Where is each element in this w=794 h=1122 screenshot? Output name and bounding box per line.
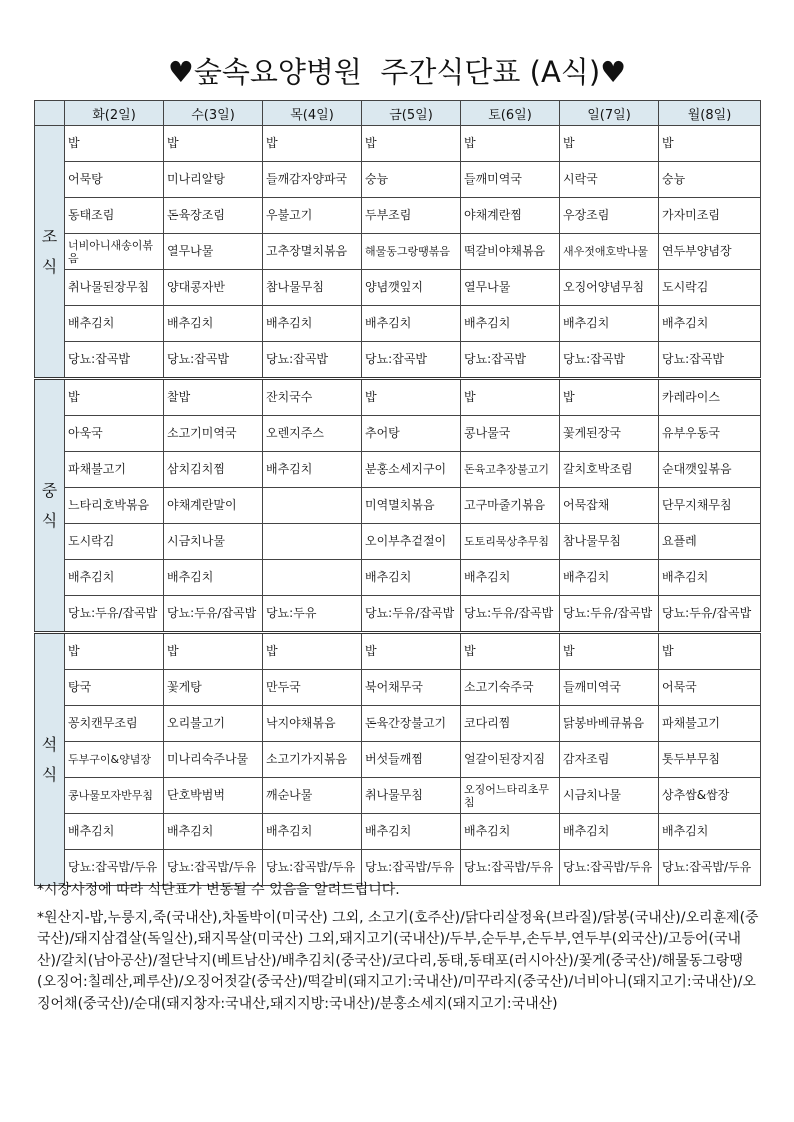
dish-cell: 당뇨:두유/잡곡밥 — [461, 596, 560, 633]
notes-section — [37, 880, 759, 1021]
dish-cell: 밥 — [362, 126, 461, 162]
dish-cell: 갈치호박조림 — [560, 452, 659, 488]
dish-cell: 잔치국수 — [263, 379, 362, 416]
lunch-row — [35, 524, 761, 560]
dish-cell: 배추김치 — [659, 306, 761, 342]
lunch-row — [35, 452, 761, 488]
dinner-row — [35, 742, 761, 778]
dish-cell: 분홍소세지구이 — [362, 452, 461, 488]
dish-cell: 당뇨:두유/잡곡밥 — [164, 596, 263, 633]
header-corner — [35, 101, 65, 126]
dish-cell: 숭늉 — [659, 162, 761, 198]
meal-label-char: 조 — [41, 226, 58, 246]
dish-cell: 밥 — [560, 633, 659, 670]
day-header: 금(5일) — [362, 101, 461, 126]
dish-cell: 취나물무침 — [362, 778, 461, 814]
dish-cell: 당뇨:잡곡밥 — [659, 342, 761, 379]
day-header: 화(2일) — [65, 101, 164, 126]
dish-cell: 당뇨:잡곡밥/두유 — [65, 850, 164, 886]
dish-cell: 밥 — [65, 633, 164, 670]
dish-cell: 떡갈비야채볶음 — [461, 234, 560, 270]
dish-cell: 어묵탕 — [65, 162, 164, 198]
dish-cell: 배추김치 — [461, 306, 560, 342]
dish-cell: 도시락김 — [659, 270, 761, 306]
dish-cell: 당뇨:잡곡밥/두유 — [164, 850, 263, 886]
dish-cell: 상추쌈&쌈장 — [659, 778, 761, 814]
dish-cell: 배추김치 — [560, 306, 659, 342]
dish-cell: 당뇨:잡곡밥 — [164, 342, 263, 379]
dinner-row — [35, 633, 761, 670]
dish-cell: 콩나물모자반무침 — [65, 778, 164, 814]
dish-cell: 밥 — [659, 126, 761, 162]
dish-cell: 연두부양념장 — [659, 234, 761, 270]
dish-cell: 가자미조림 — [659, 198, 761, 234]
dish-cell: 참나물무침 — [263, 270, 362, 306]
dish-cell: 우장조림 — [560, 198, 659, 234]
dish-cell: 배추김치 — [263, 814, 362, 850]
day-header: 월(8일) — [659, 101, 761, 126]
meal-label-char: 식 — [41, 256, 58, 276]
dish-cell: 참나물무침 — [560, 524, 659, 560]
dish-cell: 시락국 — [560, 162, 659, 198]
dish-cell: 당뇨:두유/잡곡밥 — [65, 596, 164, 633]
dish-cell: 요플레 — [659, 524, 761, 560]
note-schedule-change: *시장사정에 따라 식단표가 변동될 수 있음을 알려드립니다. — [37, 882, 400, 898]
dish-cell: 밥 — [560, 379, 659, 416]
lunch-row — [35, 596, 761, 633]
dish-cell: 꽃게된장국 — [560, 416, 659, 452]
dish-cell: 야채계란찜 — [461, 198, 560, 234]
dish-cell: 우불고기 — [263, 198, 362, 234]
dish-cell: 소고기미역국 — [164, 416, 263, 452]
dinner-row — [35, 778, 761, 814]
dish-cell: 당뇨:두유 — [263, 596, 362, 633]
lunch-label — [35, 379, 65, 633]
dish-cell: 느타리호박볶음 — [65, 488, 164, 524]
dish-cell: 들깨미역국 — [461, 162, 560, 198]
dish-cell: 당뇨:잡곡밥 — [560, 342, 659, 379]
lunch-row — [35, 379, 761, 416]
dish-cell: 양념깻잎지 — [362, 270, 461, 306]
dish-cell: 밥 — [164, 633, 263, 670]
dish-cell: 꽁치캔무조림 — [65, 706, 164, 742]
dish-cell: 배추김치 — [461, 560, 560, 596]
dish-cell: 깨순나물 — [263, 778, 362, 814]
day-header: 일(7일) — [560, 101, 659, 126]
day-header: 토(6일) — [461, 101, 560, 126]
dish-cell: 밥 — [65, 126, 164, 162]
dish-cell: 두부조림 — [362, 198, 461, 234]
dish-cell: 당뇨:잡곡밥/두유 — [362, 850, 461, 886]
dish-cell: 순대깻잎볶음 — [659, 452, 761, 488]
dish-cell: 오이부추겉절이 — [362, 524, 461, 560]
dish-cell: 취나물된장무침 — [65, 270, 164, 306]
dish-cell: 밥 — [362, 379, 461, 416]
day-header-row — [35, 101, 761, 126]
dish-cell: 밥 — [263, 633, 362, 670]
lunch-row — [35, 560, 761, 596]
menu-body — [35, 126, 761, 886]
dish-cell: 배추김치 — [659, 814, 761, 850]
dish-cell: 카레라이스 — [659, 379, 761, 416]
dish-cell: 배추김치 — [560, 560, 659, 596]
dish-cell: 톳두부무침 — [659, 742, 761, 778]
breakfast-row — [35, 234, 761, 270]
dish-cell: 배추김치 — [164, 306, 263, 342]
dish-cell: 버섯들깨찜 — [362, 742, 461, 778]
dish-cell: 유부우동국 — [659, 416, 761, 452]
dinner-row — [35, 670, 761, 706]
breakfast-row — [35, 306, 761, 342]
dish-cell: 오징어양념무침 — [560, 270, 659, 306]
dish-cell: 단호박범벅 — [164, 778, 263, 814]
dish-cell: 소고기숙주국 — [461, 670, 560, 706]
dish-cell: 배추김치 — [263, 306, 362, 342]
dish-cell: 밥 — [461, 379, 560, 416]
dish-cell: 오리불고기 — [164, 706, 263, 742]
dish-cell: 파채불고기 — [659, 706, 761, 742]
dish-cell: 밥 — [659, 633, 761, 670]
dinner-row — [35, 814, 761, 850]
dish-cell: 배추김치 — [560, 814, 659, 850]
day-header: 수(3일) — [164, 101, 263, 126]
breakfast-row — [35, 162, 761, 198]
dish-cell: 들깨감자양파국 — [263, 162, 362, 198]
meal-label-char: 식 — [41, 764, 58, 784]
dish-cell: 시금치나물 — [560, 778, 659, 814]
dish-cell: 두부구이&양념장 — [65, 742, 164, 778]
dish-cell: 해물동그랑땡볶음 — [362, 234, 461, 270]
dish-cell: 돈육고추장불고기 — [461, 452, 560, 488]
dish-cell: 배추김치 — [362, 560, 461, 596]
dish-cell: 배추김치 — [65, 560, 164, 596]
dish-cell: 탕국 — [65, 670, 164, 706]
dish-cell: 밥 — [164, 126, 263, 162]
dish-cell: 밥 — [461, 126, 560, 162]
dish-cell: 어묵국 — [659, 670, 761, 706]
dish-cell: 배추김치 — [362, 814, 461, 850]
breakfast-row — [35, 270, 761, 306]
dish-cell: 열무나물 — [164, 234, 263, 270]
dish-cell: 당뇨:잡곡밥/두유 — [461, 850, 560, 886]
dish-cell: 밥 — [263, 126, 362, 162]
dish-cell: 당뇨:잡곡밥 — [461, 342, 560, 379]
dish-cell: 돈육간장불고기 — [362, 706, 461, 742]
dish-cell: 꽃게탕 — [164, 670, 263, 706]
dish-cell: 돈육장조림 — [164, 198, 263, 234]
dinner-row — [35, 706, 761, 742]
dish-cell: 오렌지주스 — [263, 416, 362, 452]
meal-label-char: 중 — [41, 480, 58, 500]
breakfast-row — [35, 342, 761, 379]
note-origin: *원산지-밥,누룽지,죽(국내산),차돌박이(미국산) 그외, 소고기(호주산)/닭다리살정육(브라질)/닭봉(국내산)/오리훈제(중국산)/돼지삼겹살(독일산),돼지목살(미국산) 그외,돼지고기(국내산)/두부,순두부,손두부,연두부(외국산)/고등어(국내산)/갈치(남아공산)/절단낙지(베트남산)/배추김치(중국산)/코다리,동태,동태포(러시아산)/꽃게(중국산)/해물동그랑땡(오징어:칠레산,페루산)/오징어젓갈(중국산)/떡갈비(돼지고기:국내산)/미꾸라지(중국산)/너비아니(돼지고기:국내산)/오징어채(중국산)/순대(돼지창자:국내산,돼지지방:국내산)/분홍소세지(돼지고기:국내산) — [37, 909, 759, 1012]
dish-cell: 북어채무국 — [362, 670, 461, 706]
page-title: ♥숲속요양병원 주간식단표 (A식)♥ — [167, 55, 627, 89]
meal-label-char: 식 — [41, 510, 58, 530]
dish-cell: 배추김치 — [65, 306, 164, 342]
dish-cell: 배추김치 — [164, 814, 263, 850]
dish-cell: 당뇨:잡곡밥/두유 — [263, 850, 362, 886]
breakfast-label — [35, 126, 65, 379]
dish-cell: 밥 — [560, 126, 659, 162]
dish-cell: 미나리알탕 — [164, 162, 263, 198]
dish-cell — [263, 524, 362, 560]
dish-cell: 당뇨:잡곡밥 — [65, 342, 164, 379]
dish-cell: 밥 — [65, 379, 164, 416]
dish-cell: 시금치나물 — [164, 524, 263, 560]
dish-cell: 소고기가지볶음 — [263, 742, 362, 778]
dish-cell: 당뇨:잡곡밥/두유 — [560, 850, 659, 886]
dish-cell: 만두국 — [263, 670, 362, 706]
dish-cell: 당뇨:두유/잡곡밥 — [659, 596, 761, 633]
dish-cell: 오징어느타리초무침 — [461, 778, 560, 814]
dish-cell — [263, 488, 362, 524]
day-header: 목(4일) — [263, 101, 362, 126]
breakfast-row — [35, 198, 761, 234]
dish-cell: 당뇨:잡곡밥 — [263, 342, 362, 379]
dish-cell: 감자조림 — [560, 742, 659, 778]
dish-cell: 열무나물 — [461, 270, 560, 306]
dish-cell: 고추장멸치볶음 — [263, 234, 362, 270]
dish-cell: 배추김치 — [362, 306, 461, 342]
dish-cell: 고구마줄기볶음 — [461, 488, 560, 524]
dish-cell: 미나리숙주나물 — [164, 742, 263, 778]
dish-cell: 배추김치 — [659, 560, 761, 596]
dish-cell: 추어탕 — [362, 416, 461, 452]
dish-cell: 어묵잡채 — [560, 488, 659, 524]
dish-cell: 숭늉 — [362, 162, 461, 198]
dish-cell: 도토리묵상추무침 — [461, 524, 560, 560]
dish-cell: 낙지야채볶음 — [263, 706, 362, 742]
dish-cell: 양대콩자반 — [164, 270, 263, 306]
dish-cell: 단무지채무침 — [659, 488, 761, 524]
lunch-row — [35, 488, 761, 524]
dish-cell: 야채계란말이 — [164, 488, 263, 524]
dish-cell: 밥 — [362, 633, 461, 670]
dish-cell: 당뇨:두유/잡곡밥 — [362, 596, 461, 633]
dish-cell: 파채불고기 — [65, 452, 164, 488]
dish-cell: 들깨미역국 — [560, 670, 659, 706]
dish-cell: 새우젓애호박나물 — [560, 234, 659, 270]
weekly-menu-table — [34, 100, 761, 886]
dish-cell: 배추김치 — [164, 560, 263, 596]
breakfast-row — [35, 126, 761, 162]
dish-cell: 삼치김치찜 — [164, 452, 263, 488]
dish-cell: 도시락김 — [65, 524, 164, 560]
dish-cell: 당뇨:두유/잡곡밥 — [560, 596, 659, 633]
dish-cell: 아욱국 — [65, 416, 164, 452]
dish-cell: 배추김치 — [65, 814, 164, 850]
dish-cell: 배추김치 — [263, 452, 362, 488]
dish-cell: 찰밥 — [164, 379, 263, 416]
lunch-row — [35, 416, 761, 452]
dish-cell: 닭봉바베큐볶음 — [560, 706, 659, 742]
dish-cell: 배추김치 — [461, 814, 560, 850]
dish-cell: 밥 — [461, 633, 560, 670]
dish-cell: 동태조림 — [65, 198, 164, 234]
dish-cell: 미역멸치볶음 — [362, 488, 461, 524]
meal-label-char: 석 — [41, 734, 58, 754]
dish-cell: 얼갈이된장지짐 — [461, 742, 560, 778]
dish-cell: 콩나물국 — [461, 416, 560, 452]
dish-cell: 당뇨:잡곡밥 — [362, 342, 461, 379]
dish-cell: 당뇨:잡곡밥/두유 — [659, 850, 761, 886]
dish-cell — [263, 560, 362, 596]
dinner-label — [35, 633, 65, 886]
dish-cell: 코다리찜 — [461, 706, 560, 742]
dish-cell: 너비아니새송이볶음 — [65, 234, 164, 270]
